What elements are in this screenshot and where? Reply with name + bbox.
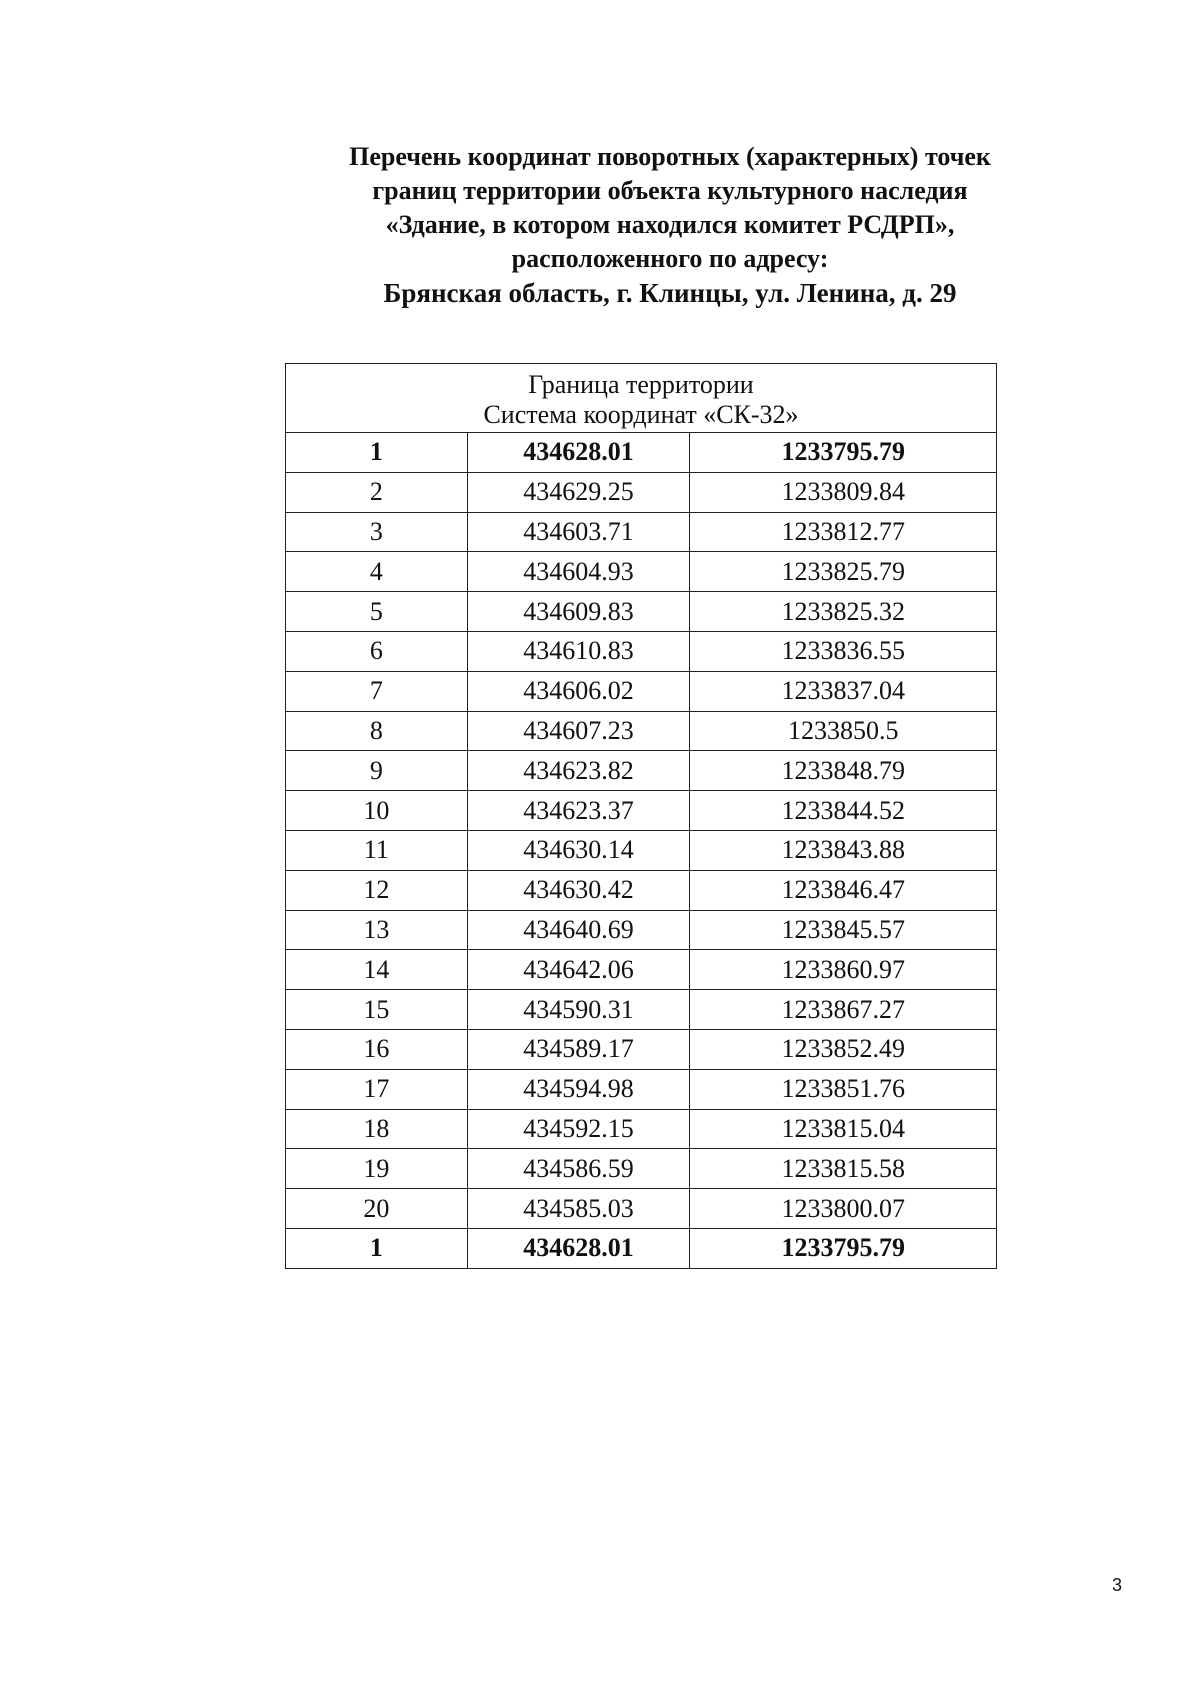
table-header-boundary: Граница территории [528, 369, 754, 399]
y-coordinate-cell: 1233844.52 [690, 791, 997, 831]
table-row [286, 711, 997, 751]
table-header-cell [286, 364, 997, 433]
y-coordinate-cell: 1233852.49 [690, 1029, 997, 1069]
x-coordinate-cell: 434623.37 [467, 791, 690, 831]
table-row [286, 512, 997, 552]
table-row [286, 631, 997, 671]
document-title [240, 140, 1100, 310]
x-coordinate-cell: 434594.98 [467, 1069, 690, 1109]
point-number-cell: 11 [286, 830, 468, 870]
y-coordinate-cell: 1233795.79 [690, 433, 997, 473]
table-row [286, 1228, 997, 1268]
point-number-cell: 5 [286, 592, 468, 632]
point-number-cell: 15 [286, 990, 468, 1030]
table-row [286, 791, 997, 831]
y-coordinate-cell: 1233809.84 [690, 472, 997, 512]
y-coordinate-cell: 1233815.58 [690, 1149, 997, 1189]
y-coordinate-cell: 1233795.79 [690, 1228, 997, 1268]
point-number-cell: 1 [286, 1228, 468, 1268]
point-number-cell: 6 [286, 631, 468, 671]
x-coordinate-cell: 434606.02 [467, 671, 690, 711]
x-coordinate-cell: 434629.25 [467, 472, 690, 512]
table-row [286, 671, 997, 711]
title-line-1: Перечень координат поворотных (характерных) точек [349, 142, 991, 171]
point-number-cell: 4 [286, 552, 468, 592]
x-coordinate-cell: 434609.83 [467, 592, 690, 632]
y-coordinate-cell: 1233846.47 [690, 870, 997, 910]
page-number: 3 [1112, 1575, 1123, 1595]
coordinates-table-body [286, 364, 997, 1269]
y-coordinate-cell: 1233825.32 [690, 592, 997, 632]
y-coordinate-cell: 1233851.76 [690, 1069, 997, 1109]
table-row [286, 751, 997, 791]
table-row [286, 433, 997, 473]
table-row [286, 950, 997, 990]
y-coordinate-cell: 1233800.07 [690, 1189, 997, 1229]
table-row [286, 592, 997, 632]
x-coordinate-cell: 434623.82 [467, 751, 690, 791]
table-row [286, 1029, 997, 1069]
point-number-cell: 9 [286, 751, 468, 791]
point-number-cell: 3 [286, 512, 468, 552]
x-coordinate-cell: 434630.42 [467, 870, 690, 910]
point-number-cell: 19 [286, 1149, 468, 1189]
table-row [286, 910, 997, 950]
title-line-2: границ территории объекта культурного наследия [372, 176, 968, 205]
point-number-cell: 13 [286, 910, 468, 950]
table-row [286, 1189, 997, 1229]
x-coordinate-cell: 434640.69 [467, 910, 690, 950]
y-coordinate-cell: 1233848.79 [690, 751, 997, 791]
y-coordinate-cell: 1233812.77 [690, 512, 997, 552]
table-row [286, 552, 997, 592]
x-coordinate-cell: 434592.15 [467, 1109, 690, 1149]
point-number-cell: 17 [286, 1069, 468, 1109]
y-coordinate-cell: 1233843.88 [690, 830, 997, 870]
point-number-cell: 14 [286, 950, 468, 990]
point-number-cell: 7 [286, 671, 468, 711]
x-coordinate-cell: 434610.83 [467, 631, 690, 671]
x-coordinate-cell: 434589.17 [467, 1029, 690, 1069]
table-row [286, 1149, 997, 1189]
table-row [286, 870, 997, 910]
table-row [286, 472, 997, 512]
x-coordinate-cell: 434642.06 [467, 950, 690, 990]
y-coordinate-cell: 1233837.04 [690, 671, 997, 711]
y-coordinate-cell: 1233825.79 [690, 552, 997, 592]
x-coordinate-cell: 434585.03 [467, 1189, 690, 1229]
coordinates-table [285, 363, 997, 1269]
x-coordinate-cell: 434604.93 [467, 552, 690, 592]
x-coordinate-cell: 434603.71 [467, 512, 690, 552]
title-line-3: «Здание, в котором находился комитет РСДРП», [385, 210, 955, 239]
table-row [286, 830, 997, 870]
x-coordinate-cell: 434628.01 [467, 433, 690, 473]
title-line-5: Брянская область, г. Клинцы, ул. Ленина, д. 29 [383, 278, 957, 308]
point-number-cell: 12 [286, 870, 468, 910]
table-row [286, 990, 997, 1030]
point-number-cell: 20 [286, 1189, 468, 1229]
x-coordinate-cell: 434630.14 [467, 830, 690, 870]
y-coordinate-cell: 1233860.97 [690, 950, 997, 990]
point-number-cell: 10 [286, 791, 468, 831]
table-header-coordinate-system: Система координат «СК-32» [483, 399, 799, 429]
title-line-4: расположенного по адресу: [511, 244, 829, 273]
x-coordinate-cell: 434607.23 [467, 711, 690, 751]
point-number-cell: 18 [286, 1109, 468, 1149]
point-number-cell: 2 [286, 472, 468, 512]
y-coordinate-cell: 1233815.04 [690, 1109, 997, 1149]
y-coordinate-cell: 1233867.27 [690, 990, 997, 1030]
y-coordinate-cell: 1233836.55 [690, 631, 997, 671]
x-coordinate-cell: 434586.59 [467, 1149, 690, 1189]
y-coordinate-cell: 1233850.5 [690, 711, 997, 751]
y-coordinate-cell: 1233845.57 [690, 910, 997, 950]
x-coordinate-cell: 434628.01 [467, 1228, 690, 1268]
point-number-cell: 1 [286, 433, 468, 473]
x-coordinate-cell: 434590.31 [467, 990, 690, 1030]
table-row [286, 1109, 997, 1149]
table-row [286, 1069, 997, 1109]
table-header-row [286, 364, 997, 433]
point-number-cell: 16 [286, 1029, 468, 1069]
point-number-cell: 8 [286, 711, 468, 751]
